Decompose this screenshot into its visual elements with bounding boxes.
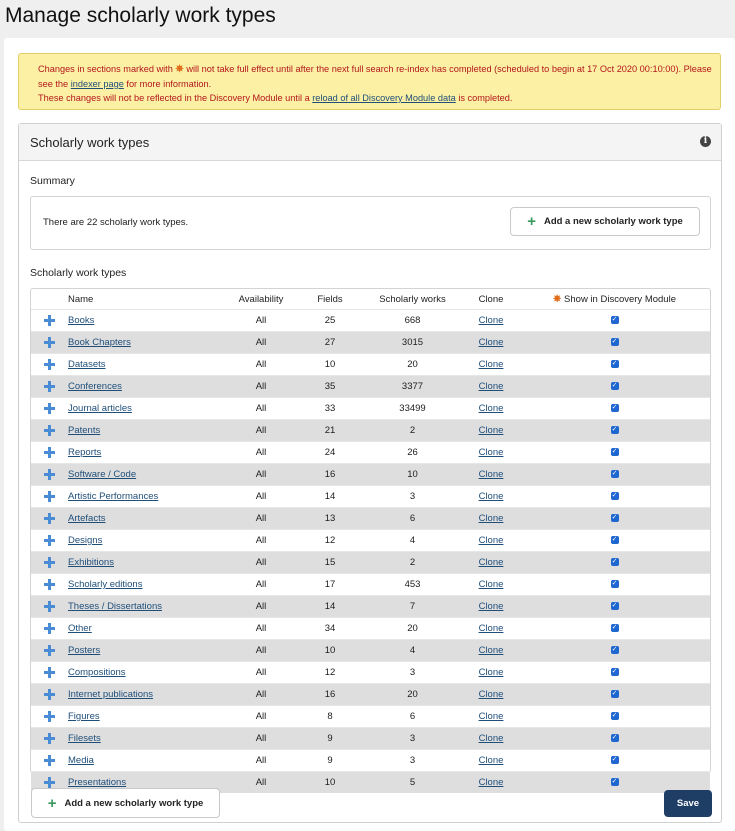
work-type-name-link[interactable]: Artistic Performances	[68, 491, 159, 502]
fields-column-header[interactable]: Fields	[317, 293, 343, 305]
clone-link[interactable]: Clone	[478, 425, 504, 436]
move-icon[interactable]	[44, 689, 55, 700]
works-cell: 3015	[401, 337, 424, 348]
summary-count-text: There are 22 scholarly work types.	[43, 217, 189, 228]
table-row	[31, 640, 710, 662]
discovery-checkbox[interactable]: ✓	[611, 470, 618, 478]
work-type-name-link[interactable]: Posters	[68, 645, 101, 656]
indexer-page-link[interactable]: indexer page	[70, 79, 124, 89]
clone-link[interactable]: Clone	[478, 337, 504, 348]
discovery-checkbox[interactable]: ✓	[611, 360, 618, 368]
works-cell: 20	[407, 359, 418, 370]
move-handle[interactable]	[31, 442, 68, 464]
fields-cell: 12	[324, 535, 336, 546]
clone-link[interactable]: Clone	[478, 777, 504, 788]
page-title: Manage scholarly work types	[5, 4, 276, 27]
fields-cell: 33	[324, 403, 336, 414]
move-icon[interactable]	[44, 755, 55, 766]
works-cell: 5	[409, 777, 416, 788]
availability-cell: All	[255, 469, 267, 480]
clone-link[interactable]: Clone	[478, 711, 504, 722]
move-handle[interactable]	[31, 552, 68, 574]
work-type-name-link[interactable]: Internet publications	[68, 689, 154, 700]
work-type-name-link[interactable]: Media	[68, 755, 94, 766]
name-column-header[interactable]: Name	[68, 293, 94, 305]
move-icon[interactable]	[44, 337, 55, 348]
works-cell: 20	[407, 623, 418, 634]
discovery-checkbox[interactable]: ✓	[611, 492, 618, 500]
clone-link[interactable]: Clone	[478, 755, 504, 766]
availability-cell: All	[255, 315, 267, 326]
clone-link[interactable]: Clone	[478, 535, 504, 546]
move-handle[interactable]	[31, 640, 68, 662]
move-icon[interactable]	[44, 667, 55, 678]
move-handle[interactable]	[31, 530, 68, 552]
work-type-name-link[interactable]: Book Chapters	[68, 337, 131, 348]
discovery-checkbox[interactable]: ✓	[611, 316, 618, 324]
discovery-checkbox[interactable]: ✓	[611, 558, 618, 566]
discovery-checkbox[interactable]: ✓	[611, 448, 618, 456]
move-icon[interactable]	[44, 777, 55, 788]
work-type-name-link[interactable]: Figures	[68, 711, 100, 722]
move-handle[interactable]	[31, 310, 68, 332]
work-type-name-link[interactable]: Software / Code	[68, 469, 137, 480]
move-handle[interactable]	[31, 354, 68, 376]
move-handle[interactable]	[31, 728, 68, 750]
panel-title: Scholarly work types	[30, 135, 150, 150]
availability-cell: All	[255, 447, 267, 458]
clone-link[interactable]: Clone	[478, 359, 504, 370]
move-column-header	[31, 289, 68, 310]
fields-cell: 35	[324, 381, 336, 392]
work-types-heading: Scholarly work types	[30, 267, 127, 279]
table-row	[31, 442, 710, 464]
work-type-name-link[interactable]: Filesets	[68, 733, 101, 744]
work-type-name-link[interactable]: Scholarly editions	[68, 579, 143, 590]
panel-header	[19, 124, 721, 161]
move-handle[interactable]	[31, 508, 68, 530]
table-row	[31, 574, 710, 596]
works-cell: 26	[407, 447, 418, 458]
move-handle[interactable]	[31, 332, 68, 354]
clone-link[interactable]: Clone	[478, 601, 504, 612]
fields-cell: 16	[324, 469, 336, 480]
works-cell: 4	[409, 535, 416, 546]
table-row	[31, 552, 710, 574]
move-icon[interactable]	[44, 711, 55, 722]
save-button[interactable]: Save	[664, 790, 712, 817]
discovery-checkbox[interactable]: ✓	[611, 734, 618, 742]
works-column-header[interactable]: Scholarly works	[379, 293, 446, 305]
summary-box	[30, 196, 711, 250]
fields-cell: 15	[324, 557, 336, 568]
works-cell: 10	[407, 469, 418, 480]
clone-link[interactable]: Clone	[478, 579, 504, 590]
clone-link[interactable]: Clone	[478, 689, 504, 700]
works-cell: 6	[409, 711, 416, 722]
table-row	[31, 750, 710, 772]
works-cell: 7	[409, 601, 416, 612]
discovery-checkbox[interactable]: ✓	[611, 778, 618, 786]
discovery-checkbox[interactable]: ✓	[611, 624, 618, 632]
move-handle[interactable]	[31, 684, 68, 706]
availability-cell: All	[255, 557, 267, 568]
works-cell: 2	[409, 557, 416, 568]
move-handle[interactable]	[31, 574, 68, 596]
table-row	[31, 728, 710, 750]
discovery-checkbox[interactable]: ✓	[611, 338, 618, 346]
move-handle[interactable]	[31, 618, 68, 640]
clone-link[interactable]: Clone	[478, 469, 504, 480]
move-icon[interactable]	[44, 447, 55, 458]
works-cell: 33499	[399, 403, 426, 414]
move-icon[interactable]	[44, 381, 55, 392]
table-row	[31, 596, 710, 618]
work-type-name-link[interactable]: Designs	[68, 535, 103, 546]
availability-cell: All	[255, 513, 267, 524]
fields-cell: 9	[327, 755, 333, 766]
table-row	[31, 486, 710, 508]
move-icon[interactable]	[44, 623, 55, 634]
clone-link[interactable]: Clone	[478, 733, 504, 744]
move-handle[interactable]	[31, 398, 68, 420]
works-cell: 3	[409, 491, 416, 502]
discovery-checkbox[interactable]: ✓	[611, 646, 618, 654]
fields-cell: 25	[324, 315, 336, 326]
work-type-name-link[interactable]: Journal articles	[68, 403, 132, 414]
availability-cell: All	[255, 491, 267, 502]
fields-cell: 14	[324, 491, 336, 502]
summary-heading: Summary	[30, 175, 75, 187]
reindex-warning-alert	[18, 53, 721, 110]
availability-cell: All	[255, 535, 267, 546]
fields-cell: 21	[324, 425, 336, 436]
move-handle[interactable]	[31, 706, 68, 728]
fields-cell: 8	[327, 711, 333, 722]
table-row	[31, 354, 710, 376]
works-cell: 3	[409, 667, 416, 678]
table-row	[31, 530, 710, 552]
fields-cell: 34	[324, 623, 336, 634]
fields-cell: 16	[324, 689, 336, 700]
plus-icon: +	[527, 213, 536, 230]
clone-link[interactable]: Clone	[478, 491, 504, 502]
move-icon[interactable]	[44, 557, 55, 568]
move-icon[interactable]	[44, 513, 55, 524]
alert-text-4: These changes will not be reflected in the Discovery Module until a	[38, 93, 310, 103]
table-row	[31, 662, 710, 684]
table-row	[31, 618, 710, 640]
add-button-label: Add a new scholarly work type	[543, 216, 683, 227]
fields-cell: 10	[324, 359, 336, 370]
discovery-checkbox[interactable]: ✓	[611, 426, 618, 434]
table-row	[31, 310, 710, 332]
fields-cell: 10	[324, 645, 336, 656]
clone-link[interactable]: Clone	[478, 513, 504, 524]
availability-cell: All	[255, 667, 267, 678]
move-icon[interactable]	[44, 535, 55, 546]
works-cell: 3	[409, 733, 416, 744]
clone-link[interactable]: Clone	[478, 315, 504, 326]
work-type-name-link[interactable]: Other	[68, 623, 92, 634]
move-handle[interactable]	[31, 486, 68, 508]
work-type-name-link[interactable]: Artefacts	[68, 513, 106, 524]
move-icon[interactable]	[44, 469, 55, 480]
table-row	[31, 706, 710, 728]
move-icon[interactable]	[44, 359, 55, 370]
move-icon[interactable]	[44, 733, 55, 744]
discovery-checkbox[interactable]: ✓	[611, 382, 618, 390]
work-type-name-link[interactable]: Exhibitions	[68, 557, 114, 568]
alert-text-1: Changes in sections marked with	[38, 64, 173, 74]
move-icon[interactable]	[44, 645, 55, 656]
work-type-name-link[interactable]: Books	[68, 315, 95, 326]
works-cell: 668	[404, 315, 421, 326]
table-row	[31, 508, 710, 530]
works-cell: 2	[409, 425, 416, 436]
availability-cell: All	[255, 645, 267, 656]
work-type-name-link[interactable]: Conferences	[68, 381, 122, 392]
fields-cell: 24	[324, 447, 336, 458]
availability-cell: All	[255, 579, 267, 590]
clone-column-header: Clone	[478, 293, 504, 305]
fields-cell: 10	[324, 777, 336, 788]
move-icon[interactable]	[44, 579, 55, 590]
move-handle[interactable]	[31, 750, 68, 772]
reindex-icon: ✵	[175, 64, 184, 75]
move-icon[interactable]	[44, 315, 55, 326]
main-content	[4, 38, 735, 831]
fields-cell: 13	[324, 513, 336, 524]
move-handle[interactable]	[31, 420, 68, 442]
clone-link[interactable]: Clone	[478, 623, 504, 634]
discovery-checkbox[interactable]: ✓	[611, 602, 618, 610]
move-handle[interactable]	[31, 596, 68, 618]
discovery-checkbox[interactable]: ✓	[611, 536, 618, 544]
work-types-table-wrap	[30, 288, 711, 788]
alert-text-5: is completed.	[458, 93, 513, 103]
works-cell: 4	[409, 645, 416, 656]
availability-cell: All	[255, 403, 267, 414]
add-work-type-button-bottom[interactable]	[31, 788, 220, 818]
availability-cell: All	[255, 623, 267, 634]
availability-cell: All	[255, 359, 267, 370]
discovery-header-label: Show in Discovery Module	[564, 293, 676, 305]
table-header-row	[31, 289, 710, 310]
plus-icon: +	[47, 794, 57, 812]
work-type-name-link[interactable]: Reports	[68, 447, 102, 458]
fields-cell: 12	[324, 667, 336, 678]
alert-text-3: for more information.	[126, 79, 212, 89]
availability-cell: All	[255, 689, 267, 700]
work-type-name-link[interactable]: Compositions	[68, 667, 126, 678]
clone-link[interactable]: Clone	[478, 447, 504, 458]
clone-link[interactable]: Clone	[478, 403, 504, 414]
availability-cell: All	[255, 711, 267, 722]
move-icon[interactable]	[44, 425, 55, 436]
works-cell: 453	[404, 579, 421, 590]
move-icon[interactable]	[44, 403, 55, 414]
availability-cell: All	[255, 755, 267, 766]
table-row	[31, 684, 710, 706]
availability-cell: All	[255, 601, 267, 612]
availability-cell: All	[255, 425, 267, 436]
works-cell: 20	[407, 689, 418, 700]
availability-cell: All	[255, 733, 267, 744]
reload-discovery-link[interactable]: reload of all Discovery Module data	[312, 93, 456, 103]
discovery-checkbox[interactable]: ✓	[611, 668, 618, 676]
table-row	[31, 398, 710, 420]
scholarly-work-types-panel	[18, 123, 722, 823]
works-cell: 3	[409, 755, 416, 766]
work-type-name-link[interactable]: Presentations	[68, 777, 127, 788]
clone-link[interactable]: Clone	[478, 667, 504, 678]
work-type-name-link[interactable]: Theses / Dissertations	[68, 601, 162, 612]
discovery-checkbox[interactable]: ✓	[611, 404, 618, 412]
works-cell: 3377	[401, 381, 424, 392]
work-type-name-link[interactable]: Patents	[68, 425, 101, 436]
discovery-checkbox[interactable]: ✓	[611, 756, 618, 764]
discovery-checkbox[interactable]: ✓	[611, 712, 618, 720]
add-button-label: Add a new scholarly work type	[64, 797, 204, 809]
table-row	[31, 332, 710, 354]
fields-cell: 14	[324, 601, 336, 612]
availability-cell: All	[255, 777, 267, 788]
info-icon[interactable]: i	[700, 136, 711, 147]
works-cell: 6	[409, 513, 416, 524]
alert-text-2: will not take full effect until after the next full search re-index has completed (scheduled to begin at 17 Oct 2020 00:10:00). Please see the	[38, 64, 712, 89]
discovery-checkbox[interactable]: ✓	[611, 514, 618, 522]
fields-cell: 27	[324, 337, 336, 348]
fields-cell: 17	[324, 579, 336, 590]
discovery-column-header	[519, 289, 710, 310]
move-icon[interactable]	[44, 491, 55, 502]
clone-link[interactable]: Clone	[478, 381, 504, 392]
move-icon[interactable]	[44, 601, 55, 612]
move-handle[interactable]	[31, 376, 68, 398]
availability-column-header[interactable]: Availability	[238, 293, 284, 305]
discovery-checkbox[interactable]: ✓	[611, 690, 618, 698]
fields-cell: 9	[327, 733, 333, 744]
availability-cell: All	[255, 337, 267, 348]
availability-cell: All	[255, 381, 267, 392]
reindex-icon: ✵	[553, 293, 562, 305]
work-type-name-link[interactable]: Datasets	[68, 359, 106, 370]
clone-link[interactable]: Clone	[478, 645, 504, 656]
work-types-table	[31, 289, 710, 793]
move-handle[interactable]	[31, 662, 68, 684]
clone-link[interactable]: Clone	[478, 557, 504, 568]
table-row	[31, 464, 710, 486]
table-row	[31, 376, 710, 398]
table-row	[31, 420, 710, 442]
add-work-type-button-top[interactable]	[510, 207, 700, 236]
discovery-checkbox[interactable]: ✓	[611, 580, 618, 588]
move-handle[interactable]	[31, 464, 68, 486]
